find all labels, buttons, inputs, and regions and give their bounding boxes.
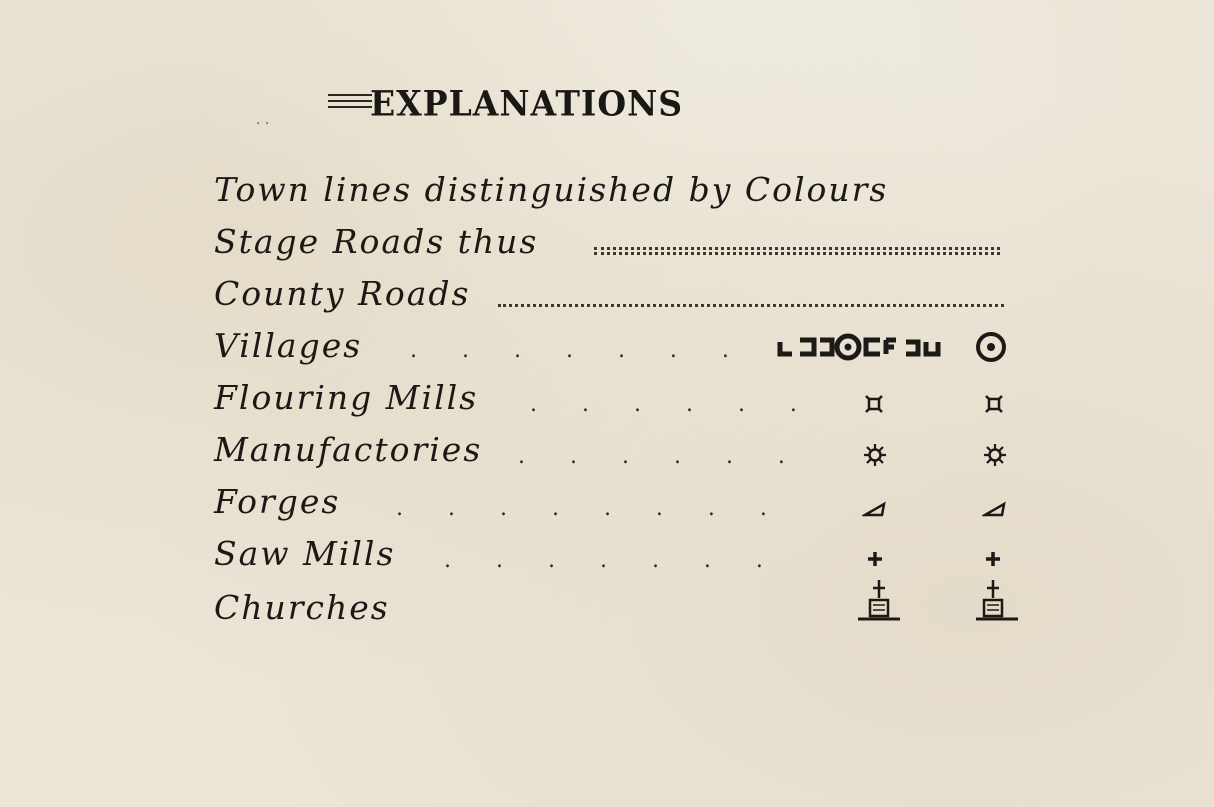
- legend-row-manufactories: [214, 430, 482, 469]
- manufactory-symbol-icon: [862, 442, 888, 468]
- stage-road-line-bottom: [594, 252, 1000, 255]
- leader-dots: . . . . . . .: [444, 548, 763, 573]
- flouring-mill-symbol-icon: [982, 392, 1006, 416]
- legend-row-forges: [214, 482, 340, 521]
- title-rule: [328, 106, 372, 108]
- title-block: [328, 84, 828, 128]
- legend-label: Villages: [214, 326, 363, 365]
- decorative-dots: . .: [256, 112, 270, 128]
- legend-row-flouring-mills: [214, 378, 478, 417]
- flouring-mill-symbol-icon: [862, 392, 886, 416]
- legend-label: Saw Mills: [214, 534, 396, 573]
- manufactory-symbol-icon: [982, 442, 1008, 468]
- village-symbol-icon: [776, 330, 956, 362]
- legend-label: County Roads: [214, 274, 471, 313]
- forge-symbol-icon: [982, 500, 1008, 518]
- legend-row-villages: [214, 326, 362, 365]
- legend-title: EXPLANATIONS: [370, 83, 684, 124]
- legend-label: Churches: [214, 588, 390, 627]
- legend-row-stage-roads: [214, 222, 538, 261]
- title-rule: [328, 94, 372, 96]
- saw-mill-symbol-icon: [866, 550, 884, 568]
- legend-row-saw-mills: [214, 534, 395, 573]
- legend-label: Forges: [214, 482, 341, 521]
- legend-row-churches: [214, 588, 390, 627]
- leader-dots: . . . . . . .: [410, 338, 729, 363]
- leader-dots: . . . . . .: [518, 444, 785, 469]
- village-symbol-icon: [974, 330, 1008, 364]
- saw-mill-symbol-icon: [984, 550, 1002, 568]
- legend-label: Manufactories: [214, 430, 483, 469]
- legend-label: Stage Roads thus: [214, 222, 539, 261]
- legend-label: Town lines distinguished by Colours: [214, 170, 889, 209]
- legend-row-county-roads: [214, 274, 470, 313]
- stage-road-line-top: [594, 247, 1000, 250]
- county-road-line: [498, 304, 1004, 307]
- church-symbol-icon: [856, 578, 902, 624]
- church-symbol-icon: [974, 578, 1020, 624]
- title-rule: [328, 100, 372, 102]
- forge-symbol-icon: [862, 500, 888, 518]
- legend-row-town-lines: [214, 170, 888, 209]
- leader-dots: . . . . . . . .: [396, 496, 767, 521]
- legend-label: Flouring Mills: [214, 378, 479, 417]
- leader-dots: . . . . . .: [530, 392, 797, 417]
